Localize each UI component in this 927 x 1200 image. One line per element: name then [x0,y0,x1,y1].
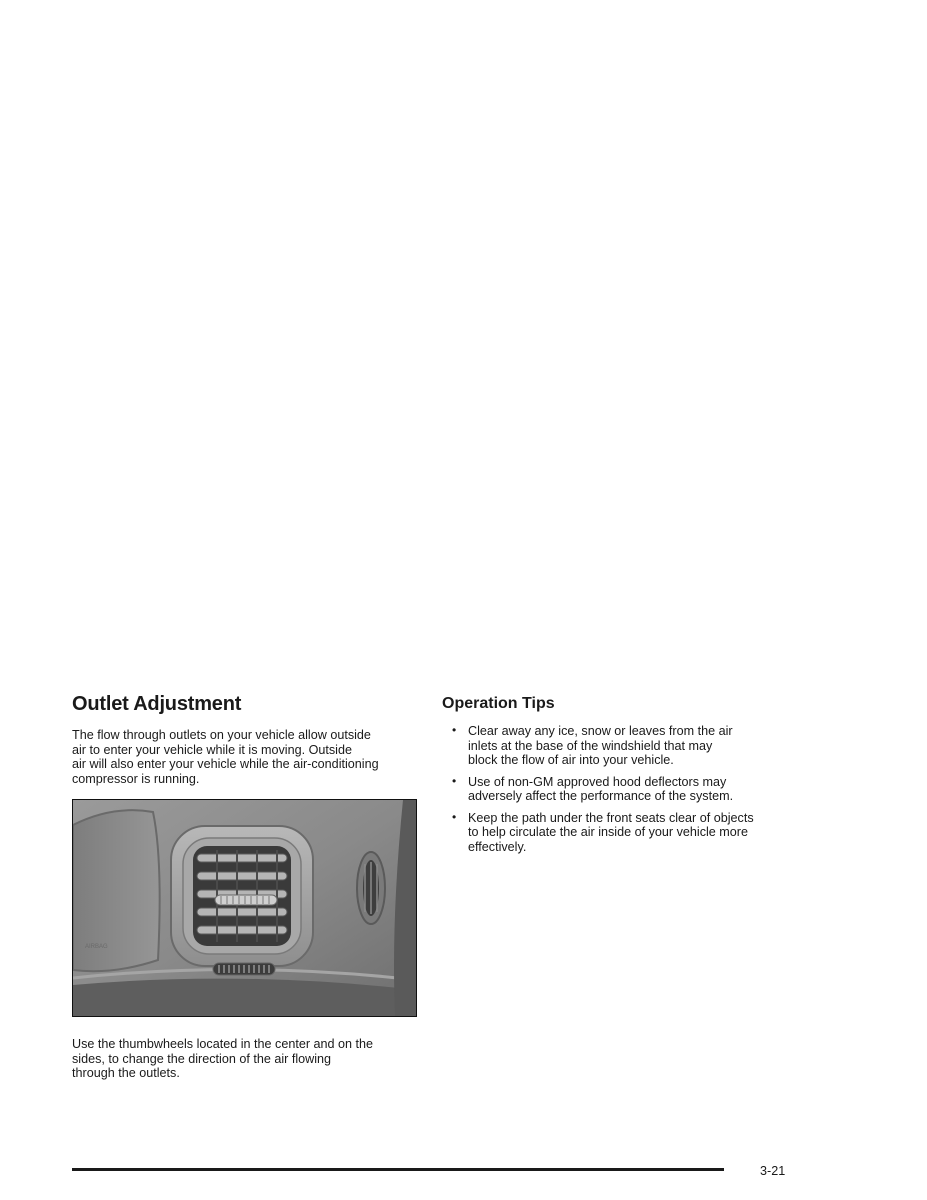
operation-tips-section [442,693,802,861]
intro-paragraph: The flow through outlets on your vehicle allow outside air to enter your vehicle while it is moving. Outside air will also enter your vehicle while the air-conditioning compressor is running. [72,728,379,786]
section-heading-operation-tips: Operation Tips [442,695,555,712]
page-number: 3-21 [760,1164,786,1178]
footer-divider [72,1168,724,1171]
list-item [442,724,802,768]
list-item [442,775,802,804]
bullet-icon: • [452,723,457,737]
outlet-adjustment-section [72,690,417,1081]
air-outlet-illustration [73,800,416,1016]
tips-list [442,724,802,854]
bullet-icon: • [452,773,457,788]
bullet-icon: • [452,809,457,824]
airbag-label: AIRBAG [85,944,108,950]
air-outlet-photo [72,799,417,1017]
figure-caption: Use the thumbwheels located in the center and on the sides, to change the direction of the air flowing through the outlets. [72,1037,374,1080]
section-heading-outlet-adjustment: Outlet Adjustment [72,693,242,715]
tip-text: Keep the path under the front seats clear of objects to help circulate the air inside of your vehicle more effectively. [468,810,754,854]
tip-text: Use of non-GM approved hood deflectors may adversely affect the performance of the system. [468,774,734,803]
list-item [442,811,802,855]
tip-text: Clear away any ice, snow or leaves from the air inlets at the base of the windshield that may block the flow of air into your vehicle. [468,724,733,767]
